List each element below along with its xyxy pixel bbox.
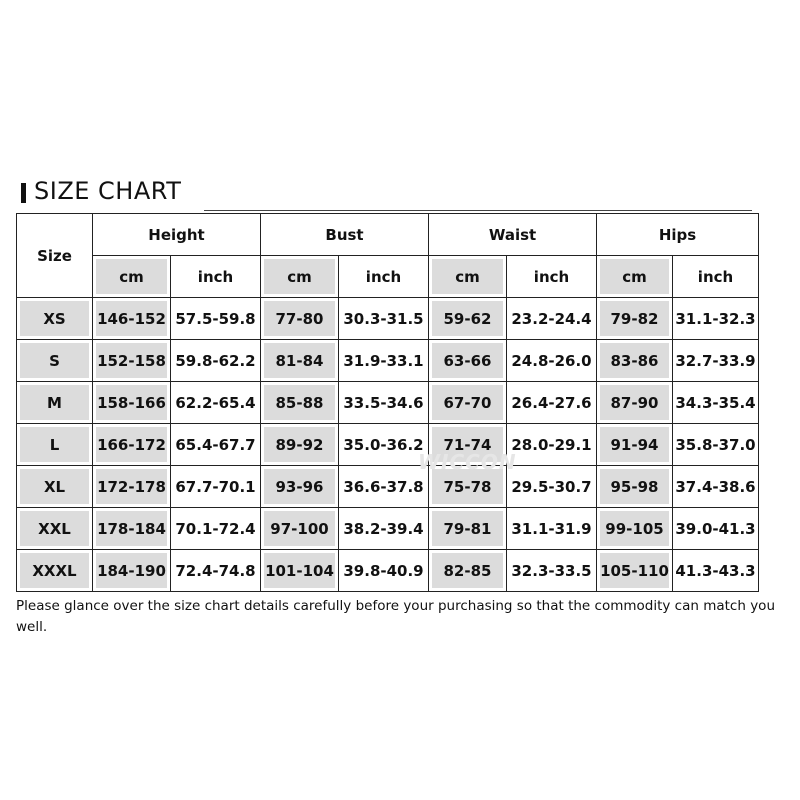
table-cell: 184-190 [93,550,171,592]
chart-title-block [18,176,752,212]
unit-header-row [17,256,759,298]
table-cell: 59.8-62.2 [171,340,261,382]
table-cell: 37.4-38.6 [673,466,759,508]
unit-header-cell: cm [93,256,171,298]
table-cell: 75-78 [429,466,507,508]
size-label-cell: S [17,340,93,382]
table-cell: 39.8-40.9 [339,550,429,592]
table-cell: 33.5-34.6 [339,382,429,424]
table-cell: 62.2-65.4 [171,382,261,424]
table-cell: 172-178 [93,466,171,508]
unit-header-cell: inch [507,256,597,298]
table-cell: 166-172 [93,424,171,466]
table-cell: 81-84 [261,340,339,382]
size-label-cell: XXXL [17,550,93,592]
table-cell: 67.7-70.1 [171,466,261,508]
size-label-cell: M [17,382,93,424]
table-cell: 71-74 [429,424,507,466]
table-cell: 57.5-59.8 [171,298,261,340]
size-label-cell: L [17,424,93,466]
table-cell: 101-104 [261,550,339,592]
unit-header-cell: cm [597,256,673,298]
unit-header-cell: inch [339,256,429,298]
table-cell: 30.3-31.5 [339,298,429,340]
table-cell: 32.3-33.5 [507,550,597,592]
table-cell: 97-100 [261,508,339,550]
table-cell: 32.7-33.9 [673,340,759,382]
table-cell: 41.3-43.3 [673,550,759,592]
unit-header-cell: cm [261,256,339,298]
table-cell: 79-82 [597,298,673,340]
table-cell: 31.1-31.9 [507,508,597,550]
group-header-height: Height [93,214,261,256]
table-cell: 99-105 [597,508,673,550]
table-cell: 39.0-41.3 [673,508,759,550]
table-cell: 34.3-35.4 [673,382,759,424]
table-cell: 152-158 [93,340,171,382]
table-row [17,466,759,508]
table-cell: 82-85 [429,550,507,592]
unit-header-cell: cm [429,256,507,298]
table-cell: 146-152 [93,298,171,340]
table-cell: 28.0-29.1 [507,424,597,466]
table-cell: 26.4-27.6 [507,382,597,424]
table-cell: 95-98 [597,466,673,508]
table-cell: 35.0-36.2 [339,424,429,466]
group-header-bust: Bust [261,214,429,256]
unit-header-cell: inch [171,256,261,298]
table-cell: 93-96 [261,466,339,508]
table-row [17,550,759,592]
table-cell: 23.2-24.4 [507,298,597,340]
table-row [17,298,759,340]
group-header-hips: Hips [597,214,759,256]
table-row [17,424,759,466]
size-note: Please glance over the size chart details carefully before your purchasing so that the commodity can match you well. [16,598,775,635]
size-label-cell: XXL [17,508,93,550]
table-cell: 87-90 [597,382,673,424]
table-cell: 105-110 [597,550,673,592]
table-cell: 31.1-32.3 [673,298,759,340]
table-cell: 70.1-72.4 [171,508,261,550]
unit-header-cell: inch [673,256,759,298]
table-cell: 24.8-26.0 [507,340,597,382]
title-divider [204,210,752,211]
group-header-row [17,214,759,256]
size-label-cell: XS [17,298,93,340]
table-cell: 59-62 [429,298,507,340]
table-cell: 35.8-37.0 [673,424,759,466]
table-cell: 38.2-39.4 [339,508,429,550]
table-row [17,382,759,424]
page-title: SIZE CHART [34,177,182,205]
table-cell: 91-94 [597,424,673,466]
table-cell: 79-81 [429,508,507,550]
table-cell: 77-80 [261,298,339,340]
table-cell: 85-88 [261,382,339,424]
table-row [17,340,759,382]
title-accent-bar [21,183,26,203]
table-cell: 72.4-74.8 [171,550,261,592]
table-cell: 31.9-33.1 [339,340,429,382]
table-cell: 67-70 [429,382,507,424]
size-label-cell: XL [17,466,93,508]
table-row [17,508,759,550]
table-cell: 29.5-30.7 [507,466,597,508]
group-header-waist: Waist [429,214,597,256]
table-cell: 65.4-67.7 [171,424,261,466]
table-cell: 158-166 [93,382,171,424]
size-column-header: Size [17,214,93,298]
table-cell: 89-92 [261,424,339,466]
size-table [16,213,759,592]
watermark: WICCON [418,450,517,474]
table-cell: 36.6-37.8 [339,466,429,508]
table-cell: 63-66 [429,340,507,382]
table-cell: 83-86 [597,340,673,382]
table-cell: 178-184 [93,508,171,550]
